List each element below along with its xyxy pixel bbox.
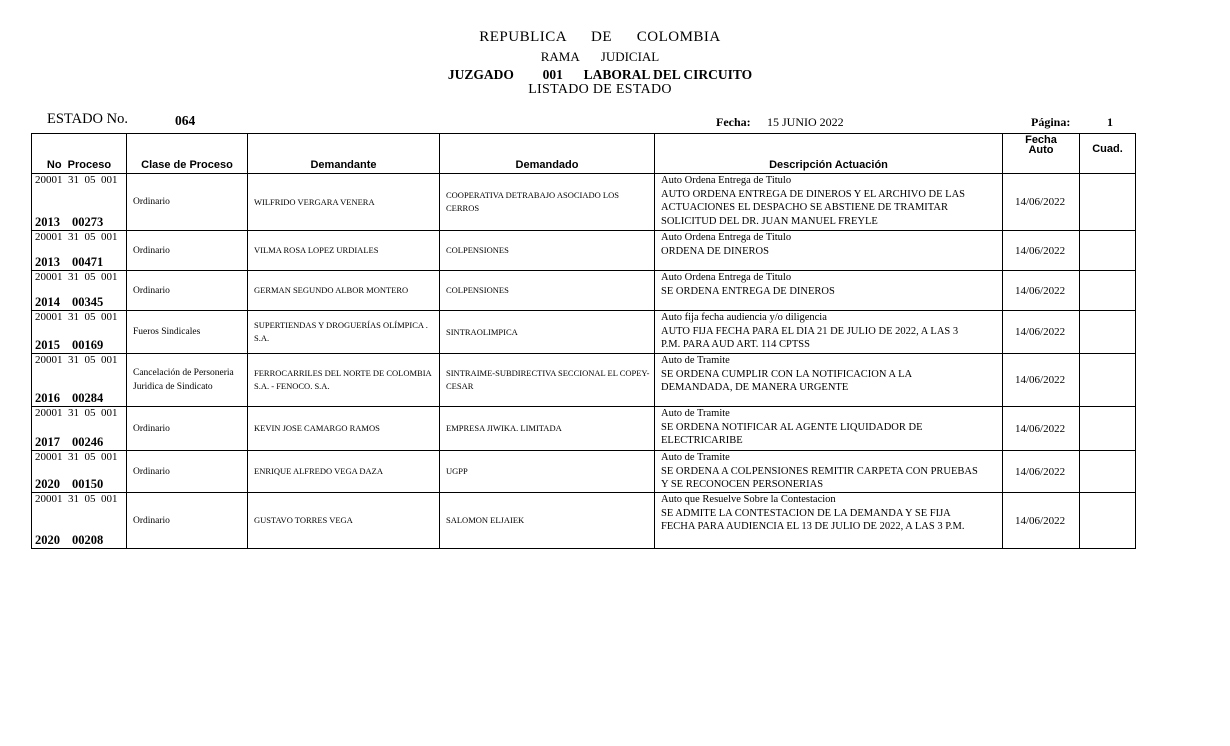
demandado-text: EMPRESA JIWIKA. LIMITADA [446,423,562,433]
actuacion-titulo: Auto de Tramite [661,452,730,463]
court-name: LABORAL DEL CIRCUITO [583,67,753,82]
header-no-proceso: No Proceso [32,134,127,174]
demandante-text: FERROCARRILES DEL NORTE DE COLOMBIA S.A. - FENOCO. S.A. [254,368,432,391]
demandante-text: WILFRIDO VERGARA VENERA [254,196,375,207]
no-proceso-cell [32,493,127,549]
no-proceso-cell [32,407,127,451]
descripcion-cell [655,407,1003,451]
process-year: 2020 [35,533,60,547]
no-proceso-cell [32,174,127,231]
actuacion-detalle: SE ORDENA CUMPLIR CON LA NOTIFICACION A LA DEMANDADA, DE MANERA URGENTE [661,368,912,393]
header-demandante: Demandante [248,134,440,174]
descripcion-cell [655,174,1003,231]
process-year: 2016 [35,391,60,405]
fecha-auto-cell [1003,174,1080,231]
process-code: 20001 31 05 001 [35,174,118,186]
demandante-cell [248,354,440,407]
fecha-auto-text: 14/06/2022 [1015,465,1066,478]
fecha-auto-text: 14/06/2022 [1015,326,1066,338]
demandado-text: COLPENSIONES [446,245,509,255]
estado-number: 064 [175,113,196,128]
pagina-value: 1 [1107,115,1113,129]
process-code: 20001 31 05 001 [35,354,118,366]
demandado-cell [440,271,655,311]
actuacion-titulo: Auto que Resuelve Sobre la Contestacion [661,494,836,505]
fecha-auto-cell [1003,354,1080,407]
clase-cell [127,311,248,354]
actuacion-titulo: Auto Ordena Entrega de Titulo [661,232,792,243]
cuad-cell [1080,311,1136,354]
process-number: 00471 [72,255,104,269]
demandado-text: COLPENSIONES [446,285,509,295]
no-proceso-cell [32,451,127,493]
fecha-auto-cell [1003,271,1080,311]
demandado-cell [440,231,655,271]
descripcion-cell [655,311,1003,354]
clase-cell [127,231,248,271]
demandante-cell [248,174,440,231]
demandado-text: UGPP [446,466,468,476]
fecha-auto-text: 14/06/2022 [1015,284,1066,297]
process-code: 20001 31 05 001 [35,271,118,283]
descripcion-cell [655,493,1003,549]
actuacion-detalle: ORDENA DE DINEROS [661,245,769,257]
process-number: 00246 [72,435,104,449]
fecha-auto-text: 14/06/2022 [1015,422,1066,435]
demandado-text: COOPERATIVA DETRABAJO ASOCIADO LOS CERROS [446,190,619,213]
fecha-label: Fecha: [716,115,751,129]
clase-cell [127,271,248,311]
cuad-cell [1080,407,1136,451]
fecha-auto-text: 14/06/2022 [1015,196,1066,208]
actuacion-titulo: Auto de Tramite [661,355,730,366]
actuacion-titulo: Auto Ordena Entrega de Titulo [661,175,792,186]
actuacion-titulo: Auto Ordena Entrega de Titulo [661,272,792,283]
demandado-cell [440,311,655,354]
no-proceso-cell [32,354,127,407]
demandado-cell [440,451,655,493]
process-code: 20001 31 05 001 [35,407,118,419]
descripcion-cell [655,354,1003,407]
demandante-cell [248,493,440,549]
cuad-cell [1080,271,1136,311]
header-demandado: Demandado [440,134,655,174]
process-year: 2020 [35,477,60,491]
demandante-text: SUPERTIENDAS Y DROGUERÍAS OLÍMPICA . S.A. [254,320,428,343]
clase-text: Cancelación de Personeria Juridica de Sindicato [133,368,234,392]
table-row [32,231,1136,271]
fecha-auto-cell [1003,231,1080,271]
demandado-text: SINTRAIME-SUBDIRECTIVA SECCIONAL EL COPEY-CESAR [446,368,650,391]
actuacion-detalle: AUTO FIJA FECHA PARA EL DIA 21 DE JULIO DE 2022, A LAS 3 P.M. PARA AUD ART. 114 CPTSS [661,325,959,350]
fecha-auto-cell [1003,407,1080,451]
process-number: 00150 [72,477,104,491]
clase-text: Ordinario [133,245,170,256]
fecha-auto-text: 14/06/2022 [1015,374,1066,386]
header-fecha-auto: Fecha Auto [1003,134,1080,174]
demandante-cell [248,407,440,451]
clase-text: Ordinario [133,197,170,207]
demandado-cell [440,354,655,407]
descripcion-cell [655,231,1003,271]
clase-text: Fueros Sindicales [133,327,201,337]
no-proceso-cell [32,311,127,354]
table-row [32,493,1136,549]
clase-cell [127,451,248,493]
court-heading [0,67,1200,83]
demandante-text: GUSTAVO TORRES VEGA [254,515,353,525]
fecha-auto-text: 14/06/2022 [1015,244,1066,257]
process-year: 2013 [35,215,60,229]
pagina-label: Página: [1031,115,1071,129]
process-year: 2013 [35,255,60,269]
demandante-cell [248,451,440,493]
demandado-cell [440,174,655,231]
demandante-text: VILMA ROSA LOPEZ URDIALES [254,245,379,255]
demandante-cell [248,271,440,311]
cuad-cell [1080,231,1136,271]
actuacion-detalle: SE ORDENA A COLPENSIONES REMITIR CARPETA CON PRUEBAS Y SE RECONOCEN PERSONERIAS [661,465,978,490]
estado-table [31,133,1136,549]
process-year: 2014 [35,295,60,309]
header-cuad: Cuad. [1080,134,1136,174]
table-row [32,354,1136,407]
actuacion-detalle: AUTO ORDENA ENTREGA DE DINEROS Y EL ARCHIVO DE LAS ACTUACIONES EL DESPACHO SE ABSTIENE DE TRAMITAR SOLICITUD DEL DR. JUAN MANUEL FREYLE [661,188,966,227]
clase-cell [127,174,248,231]
demandado-cell [440,407,655,451]
demandante-text: GERMAN SEGUNDO ALBOR MONTERO [254,285,409,295]
clase-cell [127,354,248,407]
demandante-cell [248,311,440,354]
fecha-auto-text: 14/06/2022 [1015,514,1066,527]
cuad-cell [1080,174,1136,231]
cuad-cell [1080,354,1136,407]
no-proceso-cell [32,231,127,271]
clase-text: Ordinario [133,423,170,434]
demandante-cell [248,231,440,271]
clase-cell [127,493,248,549]
actuacion-detalle: SE ORDENA ENTREGA DE DINEROS [661,285,835,297]
clase-cell [127,407,248,451]
branch-heading: RAMA JUDICIAL [540,49,660,64]
demandante-text: ENRIQUE ALFREDO VEGA DAZA [254,466,383,476]
header-descripcion: Descripción Actuación [655,134,1003,174]
demandado-text: SALOMON ELJAIEK [446,515,525,525]
process-code: 20001 31 05 001 [35,451,118,463]
actuacion-titulo: Auto de Tramite [661,408,730,419]
descripcion-cell [655,271,1003,311]
process-code: 20001 31 05 001 [35,493,118,505]
demandante-text: KEVIN JOSE CAMARGO RAMOS [254,423,380,433]
clase-text: Ordinario [133,285,170,296]
process-code: 20001 31 05 001 [35,311,118,323]
cuad-cell [1080,451,1136,493]
fecha-value: 15 JUNIO 2022 [767,115,844,129]
clase-text: Ordinario [133,515,170,526]
header-clase: Clase de Proceso [127,134,248,174]
process-number: 00208 [72,533,104,547]
actuacion-detalle: SE ADMITE LA CONTESTACION DE LA DEMANDA Y SE FIJA FECHA PARA AUDIENCIA EL 13 DE JULIO DE 2022, A LAS 3 P.M. [661,507,965,532]
process-number: 00284 [72,391,104,405]
table-row [32,311,1136,354]
descripcion-cell [655,451,1003,493]
process-number: 00273 [72,215,104,229]
process-number: 00345 [72,295,104,309]
cuad-cell [1080,493,1136,549]
table-row [32,271,1136,311]
table-row [32,174,1136,231]
table-row [32,407,1136,451]
table-header-row [32,134,1136,174]
demandado-text: SINTRAOLIMPICA [446,326,518,337]
process-code: 20001 31 05 001 [35,231,118,243]
table-row [32,451,1136,493]
actuacion-detalle: SE ORDENA NOTIFICAR AL AGENTE LIQUIDADOR DE ELECTRICARIBE [661,421,923,446]
fecha-auto-cell [1003,451,1080,493]
country-heading: REPUBLICA DE COLOMBIA [479,29,721,45]
actuacion-titulo: Auto fija fecha audiencia y/o diligencia [661,312,827,323]
list-title: LISTADO DE ESTADO [528,82,672,97]
process-year: 2015 [35,338,60,352]
no-proceso-cell [32,271,127,311]
clase-text: Ordinario [133,466,170,477]
estado-label: ESTADO No. [47,111,129,127]
process-number: 00169 [72,338,104,352]
court-number: 001 [542,67,563,82]
fecha-auto-cell [1003,311,1080,354]
demandado-cell [440,493,655,549]
court-label: JUZGADO [447,67,514,82]
process-year: 2017 [35,435,60,449]
fecha-auto-cell [1003,493,1080,549]
